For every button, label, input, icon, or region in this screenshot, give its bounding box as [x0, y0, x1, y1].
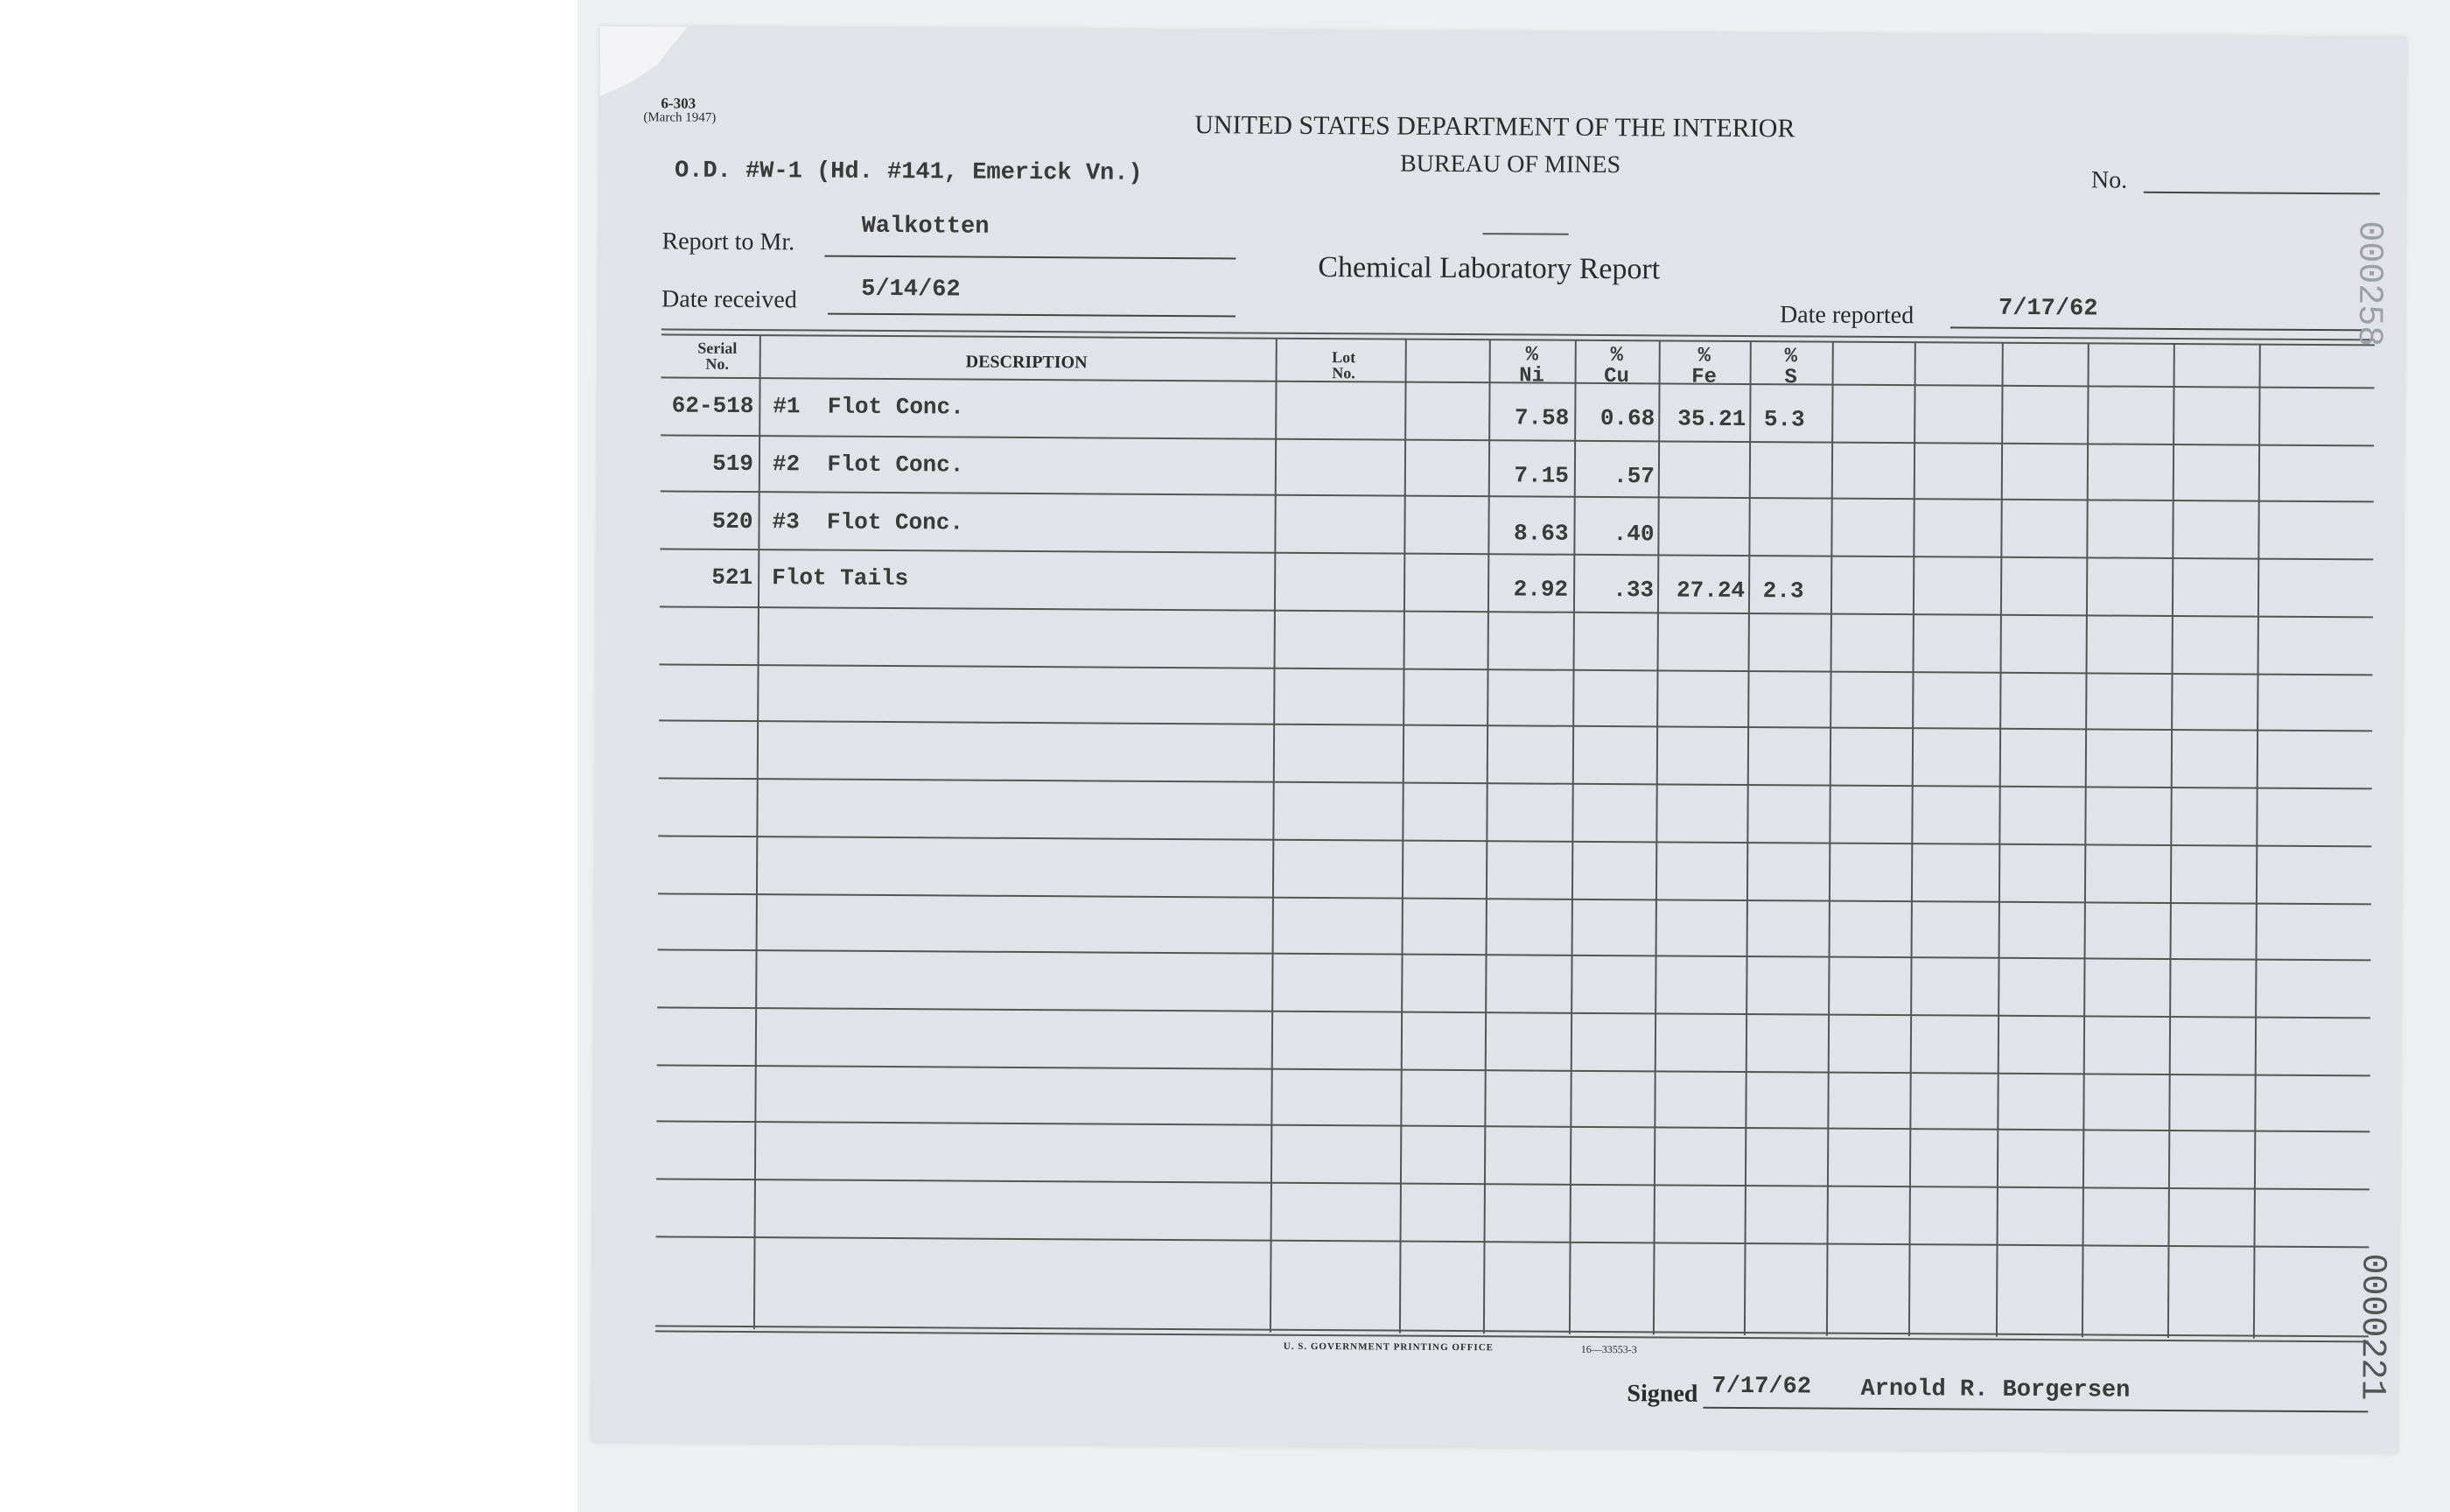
print-code: 16—33553-3 [1580, 1342, 1637, 1356]
row-rule-1 [661, 434, 2374, 446]
row2-serial: 519 [712, 450, 754, 478]
signer-name: Arnold R. Borgersen [1860, 1376, 2131, 1404]
date-reported-line [1950, 326, 2370, 331]
title-divider [1483, 233, 1569, 235]
row-rule-2 [661, 490, 2374, 502]
signed-label: Signed [1627, 1380, 1698, 1408]
date-received-value: 5/14/62 [861, 276, 961, 304]
bureau-title: BUREAU OF MINES [1399, 150, 1621, 179]
row3-cu: .40 [1613, 521, 1655, 548]
report-title: Chemical Laboratory Report [1318, 251, 1661, 286]
header-fe-pct: % [1698, 344, 1712, 368]
header-fe-sym: Fe [1691, 365, 1718, 389]
form-date: (March 1947) [643, 110, 717, 125]
header-serial-line2: No. [705, 354, 729, 373]
row1-description: #1 Flot Conc. [773, 393, 964, 421]
header-s [1749, 346, 1831, 389]
row4-s: 2.3 [1762, 578, 1804, 605]
row-rule-9 [658, 892, 2371, 905]
header-cu-sym: Cu [1604, 365, 1630, 389]
row-rule-12 [657, 1064, 2370, 1076]
row-rule-4 [660, 606, 2373, 618]
department-title: UNITED STATES DEPARTMENT OF THE INTERIOR [1194, 110, 1796, 144]
row3-serial: 520 [711, 508, 753, 536]
row2-fe [1658, 463, 1746, 464]
header-lot-line1: Lot [1332, 348, 1356, 367]
row4-ni: 2.92 [1513, 576, 1569, 603]
row3-description: #3 Flot Conc. [772, 508, 964, 536]
row1-s: 5.3 [1763, 406, 1805, 433]
header-ni [1489, 345, 1575, 388]
header-ni-pct: % [1525, 343, 1539, 368]
row1-cu: 0.68 [1600, 404, 1656, 432]
signed-date: 7/17/62 [1712, 1373, 1812, 1401]
row3-fe [1658, 521, 1746, 522]
row2-ni: 7.15 [1514, 462, 1569, 489]
row4-serial: 521 [711, 564, 753, 592]
header-description: DESCRIPTION [965, 352, 1088, 373]
row-rule-5 [660, 663, 2373, 676]
row1-fe: 35.21 [1677, 405, 1746, 433]
row4-description: Flot Tails [772, 564, 909, 592]
report-to-label: Report to Mr. [662, 228, 795, 256]
row-rule-11 [657, 1006, 2370, 1018]
form-number: 6-303 [661, 94, 696, 112]
row-rule-8 [658, 835, 2371, 847]
report-to-value: Walkotten [861, 213, 990, 241]
date-reported-label: Date reported [1779, 301, 1914, 330]
row-rule-6 [659, 719, 2372, 732]
report-to-line [824, 256, 1236, 260]
header-ni-sym: Ni [1519, 364, 1545, 388]
row4-cu: .33 [1613, 577, 1655, 604]
header-cu [1574, 346, 1658, 388]
stamp-lower-right: 0000221 [2351, 1253, 2392, 1401]
row2-cu: .57 [1613, 463, 1655, 490]
row1-ni: 7.58 [1514, 404, 1570, 431]
table-top-rule-2 [662, 333, 2375, 346]
row-rule-13 [656, 1120, 2370, 1132]
row-rule-7 [659, 777, 2372, 789]
row-rule-10 [658, 948, 2371, 961]
header-cu-pct: % [1610, 344, 1624, 368]
order-reference: O.D. #W-1 (Hd. #141, Emerick Vn.) [674, 158, 1143, 187]
row-rule-15 [656, 1236, 2370, 1248]
row1-serial: 62-518 [671, 392, 754, 420]
date-received-line [828, 313, 1236, 318]
header-serial-line1: Serial [697, 339, 738, 357]
number-field-line [2144, 192, 2380, 195]
table-bottom-rule-2 [655, 1330, 2369, 1342]
header-lot-line2: No. [1332, 364, 1355, 382]
header-lot [1309, 349, 1379, 381]
row-rule-14 [656, 1178, 2370, 1190]
header-serial [681, 340, 754, 373]
row4-fe: 27.24 [1676, 577, 1746, 605]
printing-office-label: U. S. GOVERNMENT PRINTING OFFICE [1283, 1340, 1494, 1354]
date-reported-value: 7/17/62 [1998, 295, 2098, 323]
row3-ni: 8.63 [1513, 520, 1569, 547]
signature-line [1703, 1407, 2368, 1413]
header-s-sym: S [1784, 366, 1797, 390]
date-received-label: Date received [662, 285, 797, 314]
header-fe [1658, 346, 1749, 388]
row-rule-3 [660, 548, 2373, 560]
header-s-pct: % [1784, 345, 1798, 369]
torn-corner [600, 26, 688, 97]
row2-description: #2 Flot Conc. [772, 451, 964, 479]
number-label: No. [2090, 166, 2128, 194]
stamp-upper-right: 000258 [2348, 220, 2389, 347]
lab-report-sheet [592, 26, 2406, 1453]
